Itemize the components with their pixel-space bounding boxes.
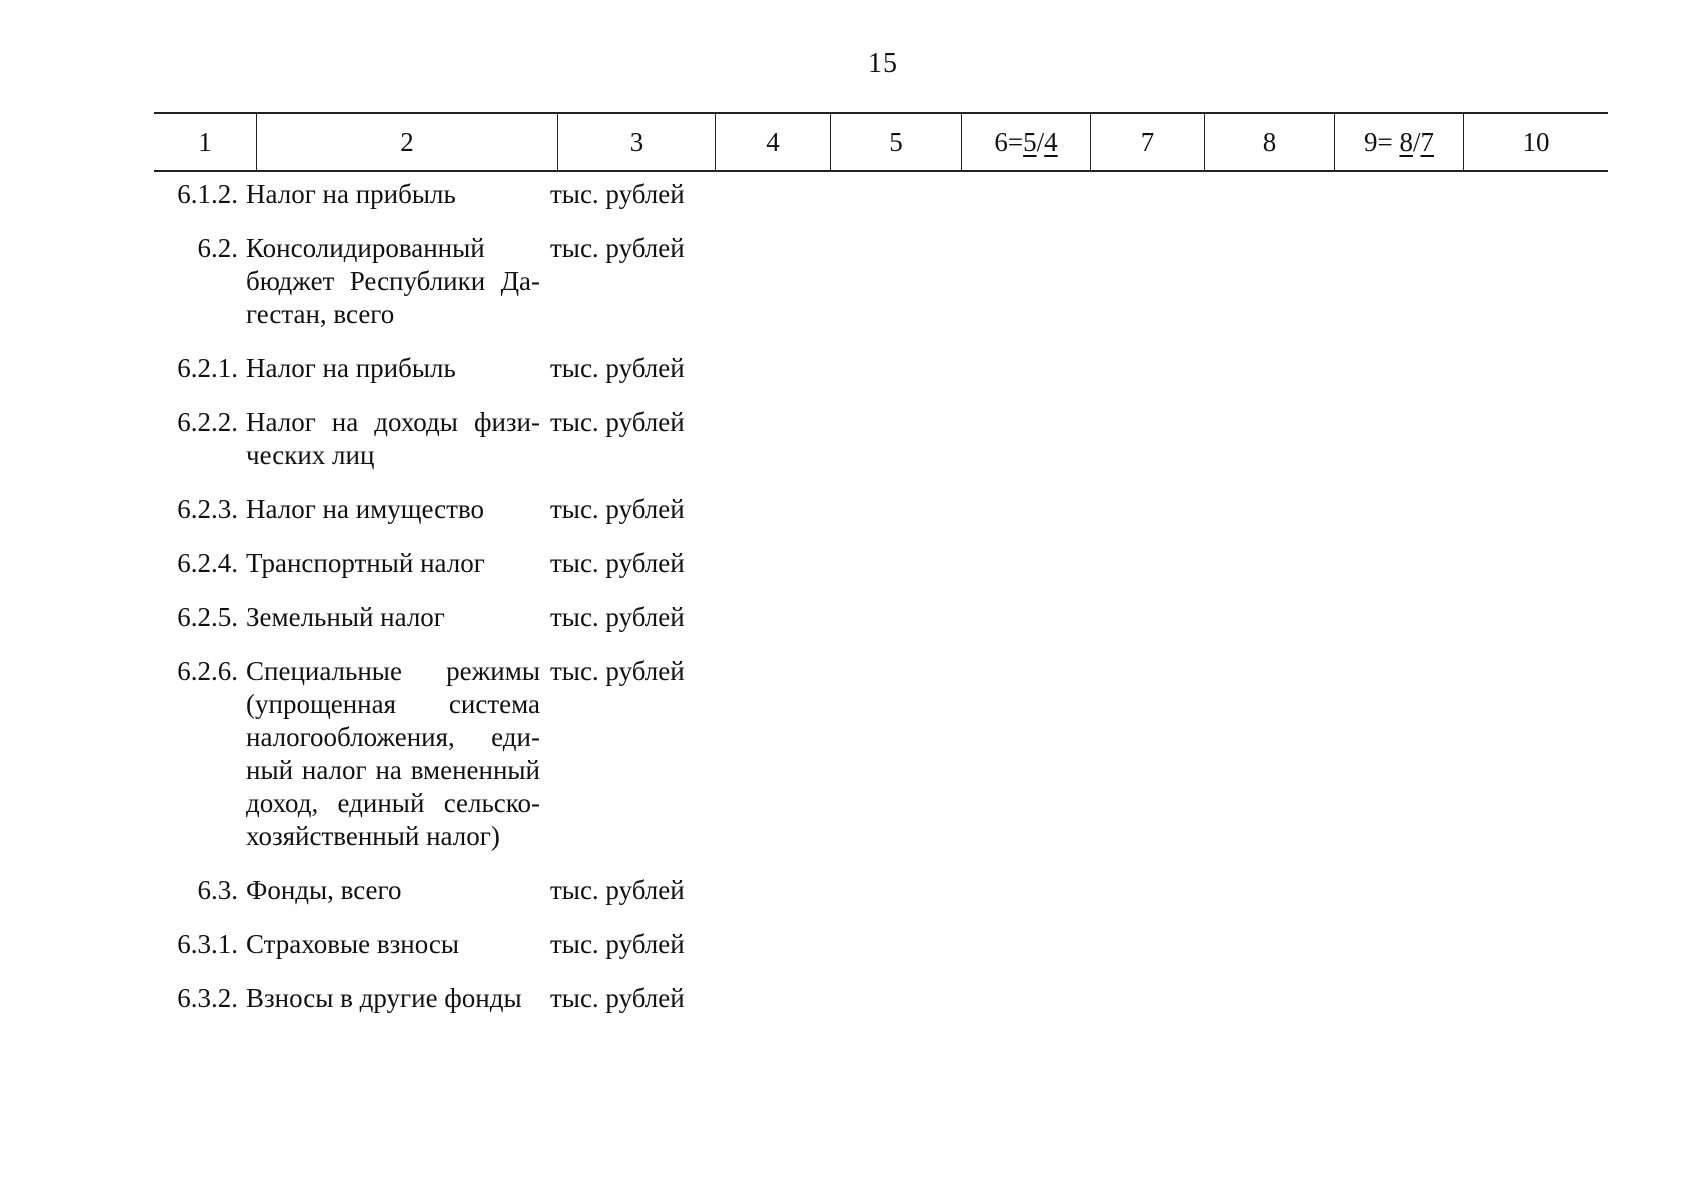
row-number: 6.1.2. (177, 179, 238, 209)
row-indicator-line: Налог на имущество (246, 494, 485, 524)
row-indicator-line: Консолидированный (246, 233, 485, 263)
header-col-9: 9= 8 / 7 (1335, 114, 1464, 170)
header-col-6: 6= 5 / 4 (962, 114, 1091, 170)
header-col-1: 1 (154, 114, 257, 170)
row-indicator-name (246, 547, 550, 580)
row-unit: тыс. рублей (550, 407, 685, 437)
header-col-10: 10 (1522, 126, 1550, 157)
table-row (154, 178, 1054, 211)
header-col-4: 4 (716, 114, 831, 170)
row-number: 6.2.6. (177, 656, 238, 686)
row-unit: тыс. рублей (550, 875, 685, 905)
row-indicator-line: гестан, всего (246, 299, 395, 329)
header-col-3: 3 (558, 114, 716, 170)
row-indicator-line: хозяйственный налог) (246, 821, 500, 851)
row-indicator-line: бюджет Республики Да- (246, 266, 540, 296)
row-unit: тыс. рублей (550, 233, 685, 263)
header-col-5: 5 (831, 114, 962, 170)
row-indicator-line: ный налог на вмененный (246, 755, 540, 785)
table-row (154, 928, 1054, 961)
row-indicator-line: Страховые взносы (246, 929, 460, 959)
table-header (154, 112, 1608, 172)
row-indicator-line: Налог на доходы физи- (246, 407, 540, 437)
table-row (154, 601, 1054, 634)
row-indicator-name (246, 874, 550, 907)
row-unit: тыс. рублей (550, 983, 685, 1013)
table-row (154, 352, 1054, 385)
table-row (154, 406, 1054, 472)
row-number: 6.3.2. (177, 983, 238, 1013)
row-indicator-line: налогообложения, еди- (246, 722, 540, 752)
row-indicator-line: Взносы в другие фонды (246, 983, 522, 1013)
row-indicator-line: (упрощенная система (246, 689, 540, 719)
row-number: 6.2.5. (177, 602, 238, 632)
row-unit: тыс. рублей (550, 929, 685, 959)
row-unit: тыс. рублей (550, 179, 685, 209)
row-indicator-line: Земельный налог (246, 602, 445, 632)
table-body (154, 178, 1054, 1036)
row-indicator-line: Налог на прибыль (246, 353, 456, 383)
row-indicator-line: Специальные режимы (246, 656, 540, 686)
row-indicator-name (246, 655, 550, 853)
row-indicator-line: ческих лиц (246, 440, 375, 470)
table-row (154, 493, 1054, 526)
row-indicator-line: доход, единый сельско- (246, 788, 540, 818)
row-indicator-line: Фонды, всего (246, 875, 402, 905)
row-indicator-name (246, 352, 550, 385)
row-number: 6.3.1. (177, 929, 238, 959)
table-row (154, 232, 1054, 331)
row-indicator-line: Налог на прибыль (246, 179, 456, 209)
row-number: 6.2.1. (177, 353, 238, 383)
row-indicator-name (246, 406, 550, 472)
row-unit: тыс. рублей (550, 548, 685, 578)
row-number: 6.2.4. (177, 548, 238, 578)
row-unit: тыс. рублей (550, 656, 685, 686)
row-unit: тыс. рублей (550, 353, 685, 383)
row-number: 6.2. (197, 233, 238, 263)
row-number: 6.2.2. (177, 407, 238, 437)
header-col-8: 8 (1205, 114, 1335, 170)
row-indicator-name (246, 178, 550, 211)
header-col-7: 7 (1091, 114, 1205, 170)
row-indicator-name (246, 493, 550, 526)
row-indicator-name (246, 928, 550, 961)
row-indicator-line: Транспортный налог (246, 548, 485, 578)
header-col-2: 2 (257, 114, 558, 170)
table-row (154, 547, 1054, 580)
table-row (154, 874, 1054, 907)
table-row (154, 655, 1054, 853)
row-unit: тыс. рублей (550, 602, 685, 632)
row-number: 6.3. (197, 875, 238, 905)
row-indicator-name (246, 601, 550, 634)
row-indicator-name (246, 982, 550, 1015)
page-number: 15 (868, 48, 898, 79)
table-row (154, 982, 1054, 1015)
row-number: 6.2.3. (177, 494, 238, 524)
row-indicator-name (246, 232, 550, 331)
row-unit: тыс. рублей (550, 494, 685, 524)
